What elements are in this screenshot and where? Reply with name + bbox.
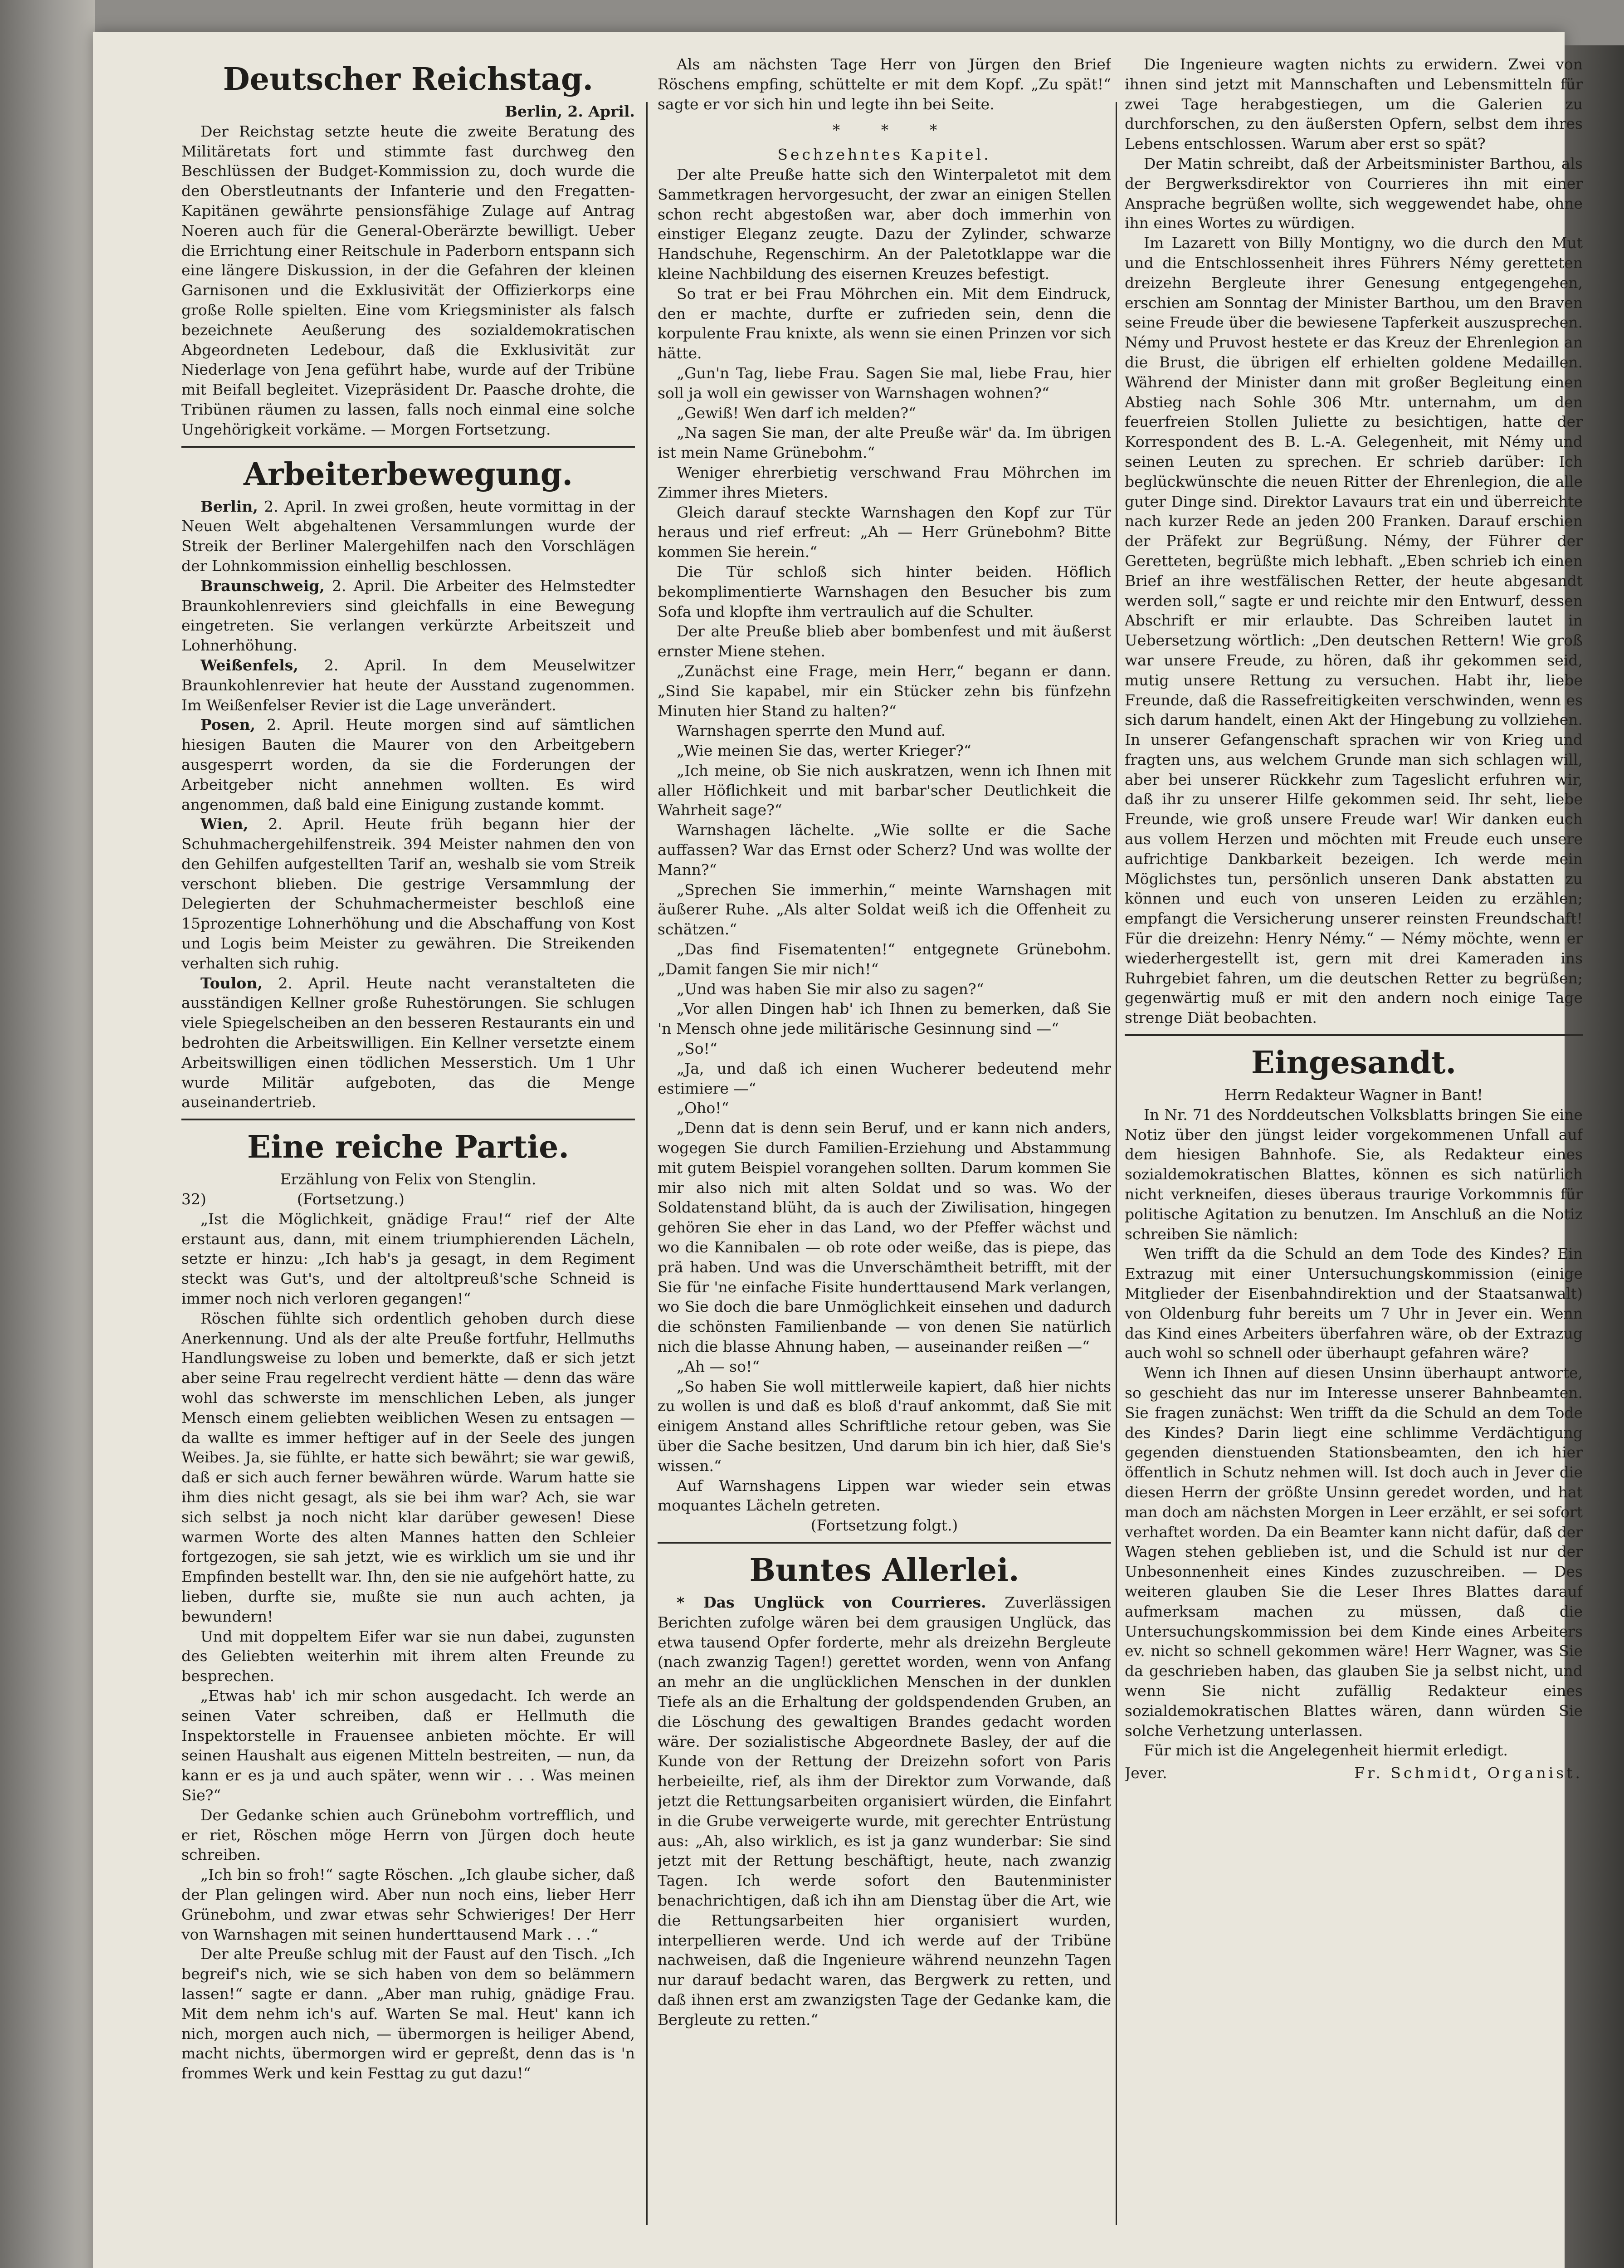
paragraph: Der Reichstag setzte heute die zweite Beratung des Militäretats fort und stimmte fast durchweg den Beschlüssen der Budget-Kommission zu, doch wurde die den Oberstleutnants der Infanterie und den Fregatten-Kapitänen gewährte pensionsfähige Zulage auf Antrag Noeren auch für die General-Oberärzte bewilligt. Ueber die Errichtung einer Reitschule in Paderborn entspann sich eine längere Diskussion, in der die Gefahren der kleinen Garnisonen und die Exklusivität der Offizierkorps eine große Rolle spielten. Eine vom Kriegsminister als falsch bezeichnete Aeußerung des sozialdemokratischen Abgeordneten Ledebour, daß die Exklusivität zur Niederlage von Jena geführt habe, wurde auf der Tribüne mit Beifall begleitet. Vizepräsident Dr. Paasche drohte, die Tribünen räumen zu lassen, falls noch einmal eine solche Ungehörigkeit vorkäme. — Morgen Fortsetzung. <box>181 122 635 438</box>
paragraph: „Gewiß! Wen darf ich melden?“ <box>677 404 916 422</box>
paragraph: Warnshagen lächelte. „Wie sollte er die Sache auffassen? War das Ernst oder Scherz? Und was wollte der Mann?“ <box>658 821 1111 879</box>
article-eingesandt <box>1125 1042 1583 1783</box>
item-text: Zuverlässigen Berichten zufolge wären bei dem grausigen Unglück, das etwa tausend Opfer forderte, mehr als dreizehn Bergleute (nach zwanzig Tagen!) gerettet worden, wenn von Anfang an mehr an die unglücklichen Menschen in der dunklen Tiefe als an die Erhaltung der goldspendenden Gruben, an die Löschung des gewaltigen Brandes gedacht worden wäre. Der sozialistische Abgeordnete Basley, der auf die Kunde von der Rettung der Dreizehn sofort von Paris herbeieilte, rief, als ihm der Direktor zum Vorwande, daß jetzt die Rettungsarbeiten organisiert würden, die Einfahrt in die Grube verweigerte wurde, mit gerechter Entrüstung aus: „Ah, also wirklich, es ist ja ganz wunderbar: Sie sind jetzt mit der Rettung beschäftigt, heute, nach zwanzig Tagen. Ich werde sofort den Bautenminister benachrichtigen, daß ich ihn am Dienstag über die Art, wie die Rettungsarbeiten hier organisiert wurden, interpellieren werde. Und ich werde auf der Tribüne nachweisen, daß die Ingenieure während neunzehn Tagen nur darauf bedacht waren, das Bergwerk zu retten, und daß ihnen erst am zwanzigsten Tage der Gedanke kam, die Bergleute zu retten.“ <box>658 1593 1111 2028</box>
paragraph: Als am nächsten Tage Herr von Jürgen den Brief Röschens empfing, schüttelte er mit dem Kopf. „Zu spät!“ sagte er vor sich hin und legte ihn bei Seite. <box>658 55 1111 113</box>
heading-reiche-partie: Eine reiche Partie. <box>247 1129 570 1166</box>
paragraph: Die Tür schloß sich hinter beiden. Höflich bekomplimentierte Warnshagen den Besucher bis zum Sofa und klopfte ihm vertraulich auf die Schulter. <box>658 562 1111 621</box>
paragraph: „Ich bin so froh!“ sagte Röschen. „Ich glaube sicher, daß der Plan gelingen wird. Aber nun noch eins, lieber Herr Grünebohm, und zwar etwas sehr Schwieriges! Der Herr von Warnshagen mit seinen hunderttausend Mark . . .“ <box>181 1866 635 1943</box>
paragraph: „Und was haben Sie mir also zu sagen?“ <box>677 980 984 998</box>
paragraph: Und mit doppeltem Eifer war sie nun dabei, zugunsten des Geliebten weiterhin mit ihrem alten Freunde zu besprechen. <box>181 1627 635 1685</box>
paragraph: Gleich darauf steckte Warnshagen den Kopf zur Tür heraus und rief erfreut: „Ah — Herr Grünebohm? Bitte kommen Sie herein.“ <box>658 503 1111 561</box>
paragraph: „Ist die Möglichkeit, gnädige Frau!“ rief der Alte erstaunt aus, dann, mit einem triumphierenden Lächeln, setzte er hinzu: „Ich hab's ja gesagt, in dem Regiment steckt was Gut's, und der altoltpreuß'sche Schneid is immer noch nich verloren gegangen!“ <box>181 1210 635 1308</box>
news-text: 2. April. In zwei großen, heute vormittag in der Neuen Welt abgehaltenen Versammlungen wurde der Streik der Berliner Malergehilfen nach den Vorschlägen der Lohnkommission einhellig beschlossen. <box>181 497 635 575</box>
paragraph: Der alte Preuße hatte sich den Winterpaletot mit dem Sammetkragen hervorgesucht, der zwar an einigen Stellen schon recht abgestoßen war, aber doch immerhin von einstiger Eleganz zeugte. Dazu der Zylinder, schwarze Handschuhe, Regenschirm. An der Paletotklappe war die kleine Nachbildung des eisernen Kreuzes befestigt. <box>658 165 1111 283</box>
section-rule <box>1125 1034 1583 1036</box>
news-item <box>181 715 635 814</box>
installment-number: 32) <box>181 1190 206 1208</box>
quoted-paragraph: Wen trifft da die Schuld an dem Tode des Kindes? Ein Extrazug mit einer Untersuchungskommission (einige Mitglieder der Eisenbahndirektion und der Staatsanwalt) von Oldenburg fuhr bereits um 7 Uhr in Jever ein. Wenn das Kind eines Arbeiters überfahren wäre, ob der Extrazug auch wohl so schnell oder überhaupt gefahren wäre? <box>1125 1245 1583 1362</box>
paragraph: „Gun'n Tag, liebe Frau. Sagen Sie mal, liebe Frau, hier soll ja woll ein gewisser von Warnshagen wohnen?“ <box>658 364 1111 402</box>
paragraph: Wenn ich Ihnen auf diesen Unsinn überhaupt antworte, so geschieht das nur im Interesse unserer Bahnbeamten. Sie fragen zunächst: Wen trifft da die Schuld an dem Tode des Kindes? Darin liegt eine schlimme Verdächtigung gegenden dienstuenden Stationsbeamten, den ich hier öffentlich in Schutz nehmen will. Ist doch auch in Jever die diesen Herrn der größte Unsinn geredet worden, und hat man doch am nächsten Morgen in Leer erzählt, er sei sofort verhaftet worden. Da ein Beamter kann nicht dafür, daß der Wagen stehen geblieben ist, und die Schuld ist nur der Unbesonnenheit eines Kindes zuzuschreiben. — Des weiteren glauben Sie die Leser Ihres Blattes darauf aufmerksam machen zu müssen, daß die Untersuchungskommission bei dem Kinde eines Arbeiters ev. nicht so schnell gekommen wäre! Herr Wagner, was Sie da geschrieben haben, das glauben Sie ja selbst nicht, und wenn Sie nicht zufällig Redakteur eines sozialdemokratischen Blattes wären, dann würden Sie solche Verhetzung unterlassen. <box>1125 1364 1583 1740</box>
paragraph: Weniger ehrerbietig verschwand Frau Möhrchen im Zimmer ihres Mieters. <box>658 463 1111 501</box>
paragraph: „Denn dat is denn sein Beruf, und er kann nich anders, wogegen Sie durch Familien-Erziehung und Abstammung mit gutem Beispiel vorangehen sollten. Darum kommen Sie mir also nich mit alten Soldat und so was. Wo der Soldatenstand blüht, da is auch der Ziwilisation, hingegen gehören Sie eher in das Land, wo der Pfeffer wächst und wo die Kannibalen — ob rote oder weiße, das is piepe, das prä haben. Und was die Unverschämtheit betrifft, mit der Sie für 'ne einfache Fisite hunderttausend Mark verlangen, wo Sie doch die bare Unmöglichkeit einsehen und dadurch die schönsten Familienbande — von denen Sie natürlich nich die blasse Ahnung haben, — auseinander reißen —“ <box>658 1119 1111 1355</box>
news-item <box>181 973 635 1113</box>
paragraph <box>658 1593 1111 2030</box>
news-text: 2. April. Heute früh begann hier der Schuhmachergehilfenstreik. 394 Meister nahmen den von den Gehilfen aufgestellten Tarif an, weshalb sie vom Streik verschont blieben. Die gestrige Versammlung der Delegierten der Schuhmachermeister beschloß eine 15prozentige Lohnerhöhung und die Abschaffung von Kost und Logis beim Meister zu gewähren. Die Streikenden verhalten sich ruhig. <box>181 815 635 972</box>
news-item <box>181 576 635 655</box>
section-rule <box>181 1119 635 1120</box>
paragraph: Im Lazarett von Billy Montigny, wo die durch den Mut und die Entschlossenheit ihres Führers Némy geretteten dreizehn Bergleute ihrer Genesung entgegengehen, erschien am Sonntag der Minister Barthou, um den Braven seine Freude über die bewiesene Tapferkeit auszusprechen. Némy und Pruvost hestete er das Kreuz der Ehrenlegion an die Brust, die übrigen elf erhielten goldene Medaillen. Während der Minister dann mit großer Begleitung einen Abstieg nach Sohle 306 Mtr. unternahm, um den feuerfreien Stollen Juliette zu besichtigen, hatte der Korrespondent des B. L.-A. Gelegenheit, mit Némy und seinen Leuten zu sprechen. Er schrieb darüber: Ich beglückwünschte die neuen Ritter der Ehrenlegion, die alle guter Dinge sind. Direktor Lavaurs trat ein und überreichte nach kurzer Rede an jeden 200 Franken. Darauf erschien der Präfekt zur Begrüßung. Némy, der Führer der Geretteten, begrüßte mich lebhaft. „Eben schrieb ich einen Brief an ihre westfälischen Retter, der heute abgesandt werden soll,“ sagte er und reichte mir den Entwurf, dessen Abschrift er mir erlaubte. Das Schreiben lautet in Uebersetzung wörtlich: „Den deutschen Rettern! Wie groß war unsere Freude, zu hören, daß ihr gekommen seid, mutig unsere Rettung zu versuchen. Habt ihr, liebe Freunde, daß die Rassefreitigkeiten verschwinden, wenn es sich darum handelt, einen Akt der Hingebung zu vollziehen. In unserer Gefangenschaft sprachen wir von Krieg und fragten uns, aus welchem Grunde man sich schlagen will, aber bei unserer Rückkehr zum Tageslicht erfuhren wir, daß ihr zu unserer Hilfe gekommen seid. Ihr seht, liebe Freunde, wie groß unsere Freude war! Wir danken euch aus vollem Herzen und möchten mit Freude euch unsere aufrichtige Dankbarkeit bezeigen. Ich werde mein Möglichstes tun, persönlich unseren Dank abstatten zu können und euch von unseren Leiden zu erzählen; empfangt die Versicherung unserer reinsten Freundschaft! Für die dreizehn: Henry Némy.“ — Némy möchte, wenn er wiederhergestellt ist, gern mit drei Kameraden ins Ruhrgebiet fahren, um die deutschen Retter zu begrüßen; gegenwärtig muß er mit den andern noch einige Tage strenge Diät beobachten. <box>1125 234 1583 1027</box>
column-rule-1 <box>646 102 648 2225</box>
article-arbeiterbewegung <box>181 454 635 1113</box>
news-text: 2. April. Die Arbeiter des Helmstedter Braunkohlenreviers sind gleichfalls in eine Bewegung eingetreten. Sie verlangen verkürzte Arbeitszeit und Lohnerhöhung. <box>181 577 635 655</box>
place-name: Wien, <box>200 815 249 833</box>
heading-eingesandt: Eingesandt. <box>1251 1045 1457 1081</box>
paragraph: Der alte Preuße blieb aber bombenfest und mit äußerst ernster Miene stehen. <box>658 622 1111 660</box>
news-item <box>181 655 635 715</box>
salutation: Herrn Redakteur Wagner in Bant! <box>1224 1086 1483 1104</box>
paragraph: „Na sagen Sie man, der alte Preuße wär' da. Im übrigen ist mein Name Grünebohm.“ <box>658 424 1111 462</box>
paragraph: „Sprechen Sie immerhin,“ meinte Warnshagen mit äußerer Ruhe. „Als alter Soldat weiß ich die Offenheit zu schätzen.“ <box>658 880 1111 938</box>
section-rule <box>181 446 635 448</box>
paragraph: So trat er bei Frau Möhrchen ein. Mit dem Eindruck, den er machte, durfte er zufrieden sein, denn die korpulente Frau knixte, als wenn sie einen Prinzen vor sich hätte. <box>658 284 1111 362</box>
place-name: Weißenfels, <box>200 656 298 674</box>
news-item <box>181 814 635 973</box>
article-buntes-allerlei <box>658 1550 1111 2030</box>
column-2 <box>658 54 1111 2268</box>
paragraph: „Oho!“ <box>677 1099 729 1117</box>
column-rule-2 <box>1116 102 1117 2225</box>
paragraph: Der Gedanke schien auch Grünebohm vortrefflich, und er riet, Röschen möge Herrn von Jürgen doch heute schreiben. <box>181 1806 635 1864</box>
heading-arbeiterbewegung: Arbeiterbewegung. <box>244 456 573 493</box>
continued-note: (Fortsetzung.) <box>297 1190 405 1208</box>
paragraph: „So!“ <box>677 1040 717 1058</box>
paragraph: Für mich ist die Angelegenheit hiermit erledigt. <box>1144 1741 1508 1760</box>
installment-line <box>181 1189 635 1209</box>
paragraph: Die Ingenieure wagten nichts zu erwidern. Zwei von ihnen sind jetzt mit Mannschaften und Lebensmitteln für zwei Tage herabgestiegen, um die Galerien zu durchforschen, zu den äußersten Opfern, selbst dem ihres Lebens entschlossen. Warum aber erst so spät? <box>1125 55 1583 153</box>
column-3 <box>1125 54 1583 2268</box>
paragraph: Der Matin schreibt, daß der Arbeitsminister Barthou, als der Bergwerksdirektor von Courrieres ihn mit einer Ansprache begrüßen wollte, sich weggewendet habe, ohne ihn eines Wortes zu würdigen. <box>1125 154 1583 232</box>
place-name: Braunschweig, <box>200 577 325 595</box>
signature-line <box>1125 1763 1583 1783</box>
book-binding <box>0 0 95 2268</box>
paragraph: Auf Warnshagens Lippen war wieder sein etwas moquantes Lächeln getreten. <box>658 1476 1111 1515</box>
paragraph: Der alte Preuße schlug mit der Faust auf den Tisch. „Ich begreif's nich, wie se sich haben von dem so belämmern lassen!“ sagte er dann. „Aber man ruhig, gnädige Frau. Mit dem nehm ich's auf. Warten Se mal. Heut' kann ich nich, morgen auch nich, — übermorgen is heiliger Abend, macht nichts, übermorgen wird er gepreßt, denn das is 'n frommes Werk und kein Festtag zu gut dazu!“ <box>181 1945 635 2082</box>
item-subhead: * Das Unglück von Courrieres. <box>677 1593 986 1611</box>
section-rule <box>658 1542 1111 1544</box>
article-reiche-partie <box>181 1127 635 2083</box>
paragraph: „Ich meine, ob Sie nich auskratzen, wenn ich Ihnen mit aller Höflichkeit und mit barbar'scher Deutlichkeit die Wahrheit sage?“ <box>658 761 1111 819</box>
news-text: 2. April. Heute nacht veranstalteten die ausständigen Kellner große Ruhestörungen. Sie schlugen viele Spiegelscheiben an den besseren Restaurants ein und bedrohten die Arbeitswilligen. Ein Kellner versetzte einem Arbeitswilligen einen tödlichen Messerstich. Um 1 Uhr wurde Militär aufgeboten, das die Menge auseinandertrieb. <box>181 974 635 1111</box>
signature-name: Fr. Schmidt, Organist. <box>1354 1764 1583 1782</box>
heading-buntes-allerlei: Buntes Allerlei. <box>749 1552 1019 1589</box>
signature-place: Jever. <box>1125 1764 1167 1782</box>
dateline: Berlin, 2. April. <box>505 103 635 120</box>
paragraph: „So haben Sie woll mittlerweile kapiert, daß hier nichts zu wollen is und daß es bloß d'rauf ankommt, daß Sie mit einigem Anstand alles Schriftliche retour geben, was Sie über die Sache besitzen, Und darum bin ich hier, daß Sie's wissen.“ <box>658 1377 1111 1475</box>
place-name: Posen, <box>200 716 255 734</box>
news-item <box>181 497 635 576</box>
paragraph: „Ah — so!“ <box>677 1357 760 1375</box>
article-reichstag <box>181 59 635 440</box>
news-text: 2. April. In dem Meuselwitzer Braunkohlenrevier hat heute der Ausstand zugenommen. Im Weißenfelser Revier ist die Lage unverändert. <box>181 656 635 714</box>
paragraph: „Zunächst eine Frage, mein Herr,“ begann er dann. „Sind Sie kapabel, mir ein Stücker zehn bis fünfzehn Minuten hier Stand zu halten?“ <box>658 662 1111 720</box>
paragraph: In Nr. 71 des Norddeutschen Volksblatts bringen Sie eine Notiz über den jüngst leider vorgekommenen Unfall auf dem hiesigen Bahnhofe. Sie, als Redakteur eines sozialdemokratischen Blattes, können es sich natürlich nicht verkneifen, dieses überaus traurige Vorkommnis für politische Agitation zu benutzen. Im Anschluß an die Notiz schreiben Sie nämlich: <box>1125 1105 1583 1243</box>
chapter-heading: Sechzehntes Kapitel. <box>777 146 991 164</box>
place-name: Toulon, <box>200 974 263 992</box>
column-1 <box>181 54 635 2268</box>
continued-next: (Fortsetzung folgt.) <box>810 1516 958 1535</box>
paragraph: Warnshagen sperrte den Mund auf. <box>677 722 946 740</box>
paragraph: „Etwas hab' ich mir schon ausgedacht. Ich werde an seinen Vater schreiben, daß er Hellmuth die Inspektorstelle in Frauensee anbieten möchte. Er will seinen Haushalt aus eigenen Mitteln bestreiten, — nun, da kann er es ja und auch später, wenn wir . . . Was meinen Sie?“ <box>181 1686 635 1804</box>
news-text: 2. April. Heute morgen sind auf sämtlichen hiesigen Bauten die Maurer von den Arbeitgebern ausgesperrt worden, da sie die Forderungen der Arbeitgeber nicht annehmen wollten. Es wird angenommen, daß bald eine Einigung zustande kommt. <box>181 716 635 813</box>
heading-reichstag: Deutscher Reichstag. <box>223 61 594 98</box>
section-stars: * * * <box>832 121 956 139</box>
story-subtitle: Erzählung von Felix von Stenglin. <box>280 1170 536 1188</box>
paragraph: „Ja, und daß ich einen Wucherer bedeutend mehr estimiere —“ <box>658 1059 1111 1097</box>
paragraph: Röschen fühlte sich ordentlich gehoben durch diese Anerkennung. Und als der alte Preuße fortfuhr, Hellmuths Handlungsweise zu loben und bemerkte, daß er sich jetzt aber seine Frau regelrecht verdient hätte — denn das wäre wohl das schwerste im menschlichen Leben, als junger Mensch einem geliebten weiblichen Wesen zu entsagen — da wallte es immer heftiger auf in der Seele des jungen Weibes. Ja, sie fühlte, er hatte sich bewährt; sie war gewiß, daß er sich auch ferner bewähren würde. Warum hatte sie ihm dies nicht gesagt, als sie bei ihm war? Ach, sie war sich selbst ja noch nicht klar darüber gewesen! Diese warmen Worte des alten Mannes hatten den Schleier fortgezogen, sie sah jetzt, wie es wirklich um sie und ihr Empfinden bestellt war. Ihn, den sie nie aufgehört hatte, zu lieben, durfte sie, mußte sie nun auch achten, ja bewundern! <box>181 1309 635 1625</box>
paragraph: „Vor allen Dingen hab' ich Ihnen zu bemerken, daß Sie 'n Mensch ohne jede militärische Gesinnung sind —“ <box>658 1000 1111 1038</box>
paragraph: „Wie meinen Sie das, werter Krieger?“ <box>677 742 971 760</box>
paragraph: „Das find Fisematenten!“ entgegnete Grünebohm. „Damit fangen Sie mir nich!“ <box>658 940 1111 978</box>
place-name: Berlin, <box>200 497 258 515</box>
